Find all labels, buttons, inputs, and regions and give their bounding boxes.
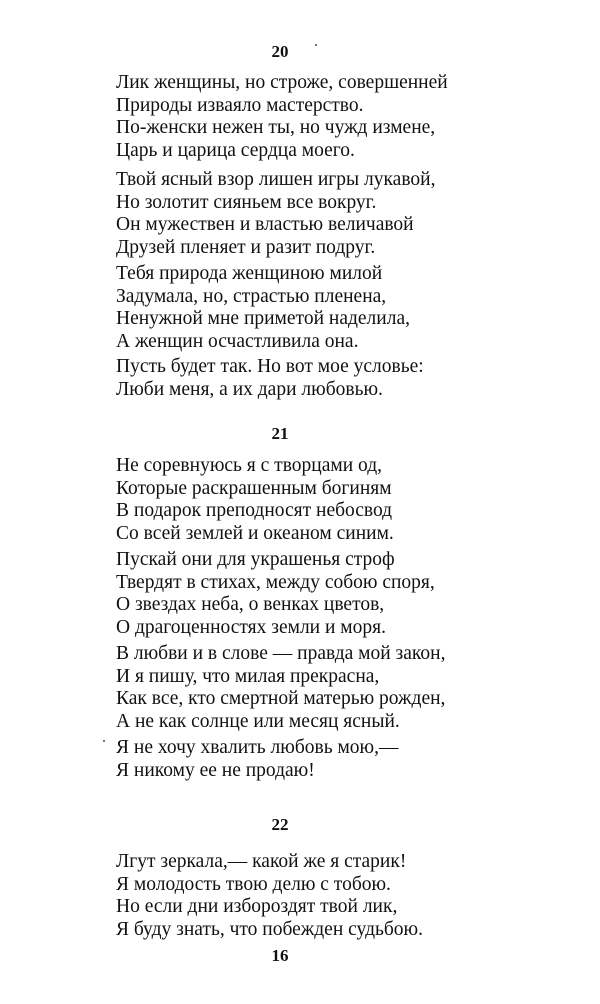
verse-line: Твердят в стихах, между собою споря, (116, 571, 435, 593)
verse-line: Он мужествен и властью величавой (116, 214, 414, 235)
stanza (116, 356, 424, 401)
verse-line: Но золотит сияньем все вокруг. (116, 191, 377, 213)
verse-line: Пускай они для украшенья строф (116, 549, 395, 570)
verse-line: Люби меня, а их дари любовью. (116, 378, 383, 400)
sonnet-number: 22 (271, 815, 289, 834)
verse-line: Лик женщины, но строже, совершенней (116, 72, 448, 93)
stanza (116, 72, 448, 162)
verse-line: Но если дни избороздят твой лик, (116, 896, 398, 917)
verse-line: Я буду знать, что побежден судьбою. (116, 918, 423, 940)
verse-line: Лгут зеркала,— какой же я старик! (116, 851, 407, 872)
verse-line: Которые раскрашенным богиням (116, 477, 392, 499)
verse-line: Царь и царица сердца моего. (116, 139, 355, 161)
verse-line: А женщин осчастливила она. (116, 330, 359, 352)
print-speck (103, 740, 105, 742)
verse-line: Не соревнуюсь я с творцами од, (116, 455, 383, 476)
verse-line: В любви и в слове — правда мой закон, (116, 643, 446, 664)
verse-line: Друзей пленяет и разит подруг. (116, 236, 376, 258)
stanza (116, 643, 445, 733)
verse-line: И я пишу, что милая прекрасна, (116, 665, 380, 687)
stanza (116, 549, 435, 639)
page-number: 16 (271, 946, 289, 965)
verse-line: Со всей землей и океаном синим. (116, 522, 394, 544)
sonnet-number: 20 (271, 42, 289, 61)
verse-line: Тебя природа женщиною милой (116, 263, 383, 284)
verse-line: О звездах неба, о венках цветов, (116, 594, 385, 615)
stanza (116, 737, 399, 782)
verse-line: Задумала, но, страстью пленена, (116, 285, 387, 307)
verse-line: Я не хочу хвалить любовь мою,— (116, 737, 399, 758)
print-speck (315, 44, 317, 46)
verse-line: Природы изваяло мастерство. (116, 94, 364, 116)
verse-line: Я молодость твою делю с тобою. (116, 873, 391, 895)
verse-line: О драгоценностях земли и моря. (116, 616, 386, 638)
verse-line: Твой ясный взор лишен игры лукавой, (116, 169, 436, 190)
verse-line: Как все, кто смертной матерью рожден, (116, 688, 446, 709)
verse-line: По-женски нежен ты, но чужд измене, (116, 117, 436, 138)
verse-line: В подарок преподносят небосвод (116, 500, 393, 521)
sonnet-number: 21 (271, 424, 289, 443)
verse-line: Пусть будет так. Но вот мое условье: (116, 356, 424, 377)
verse-line: Я никому ее не продаю! (116, 759, 315, 781)
verse-line: А не как солнце или месяц ясный. (116, 710, 400, 732)
stanza (116, 455, 394, 545)
stanza (116, 851, 423, 941)
stanza (116, 169, 435, 259)
stanza (116, 263, 410, 353)
verse-line: Ненужной мне приметой наделила, (116, 308, 410, 329)
